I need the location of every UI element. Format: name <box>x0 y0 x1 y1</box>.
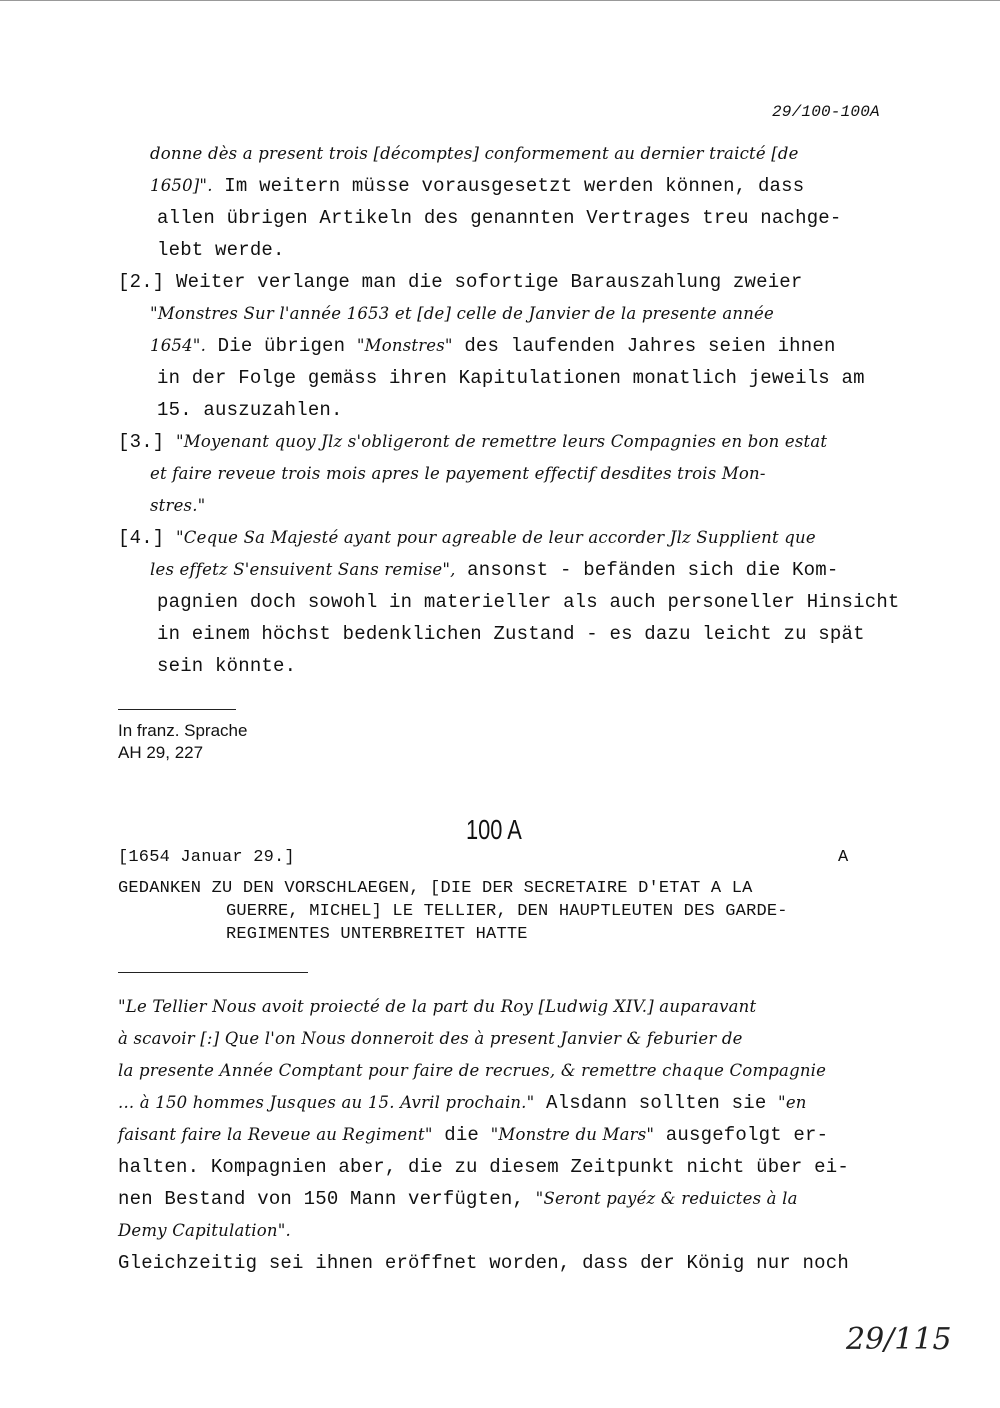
text-segment: nen Bestand von 150 Mann verfügten, <box>118 1188 536 1210</box>
text-segment: in der Folge gemäss ihren Kapitulationen monatlich jeweils am <box>157 367 865 389</box>
italic-quote-segment: donne dès a present trois [décomptes] conformement au dernier traicté [de <box>150 144 799 163</box>
document-title-line: GUERRE, MICHEL] LE TELLIER, DEN HAUPTLEUTEN DES GARDE- <box>226 902 788 921</box>
text-line <box>150 175 804 197</box>
italic-quote-segment: ... à 150 hommes Jusques au 15. Avril prochain." <box>118 1093 535 1112</box>
text-segment: sein könnte. <box>157 655 297 677</box>
italic-quote-segment: 1654". <box>150 336 207 355</box>
footnote-language: In franz. Sprache <box>118 721 248 740</box>
italic-quote-segment: "en <box>778 1093 807 1112</box>
italic-quote-segment: Demy Capitulation". <box>118 1221 291 1240</box>
italic-quote-segment: "Le Tellier Nous avoit proiecté de la part du Roy [Ludwig XIV.] auparavant <box>118 997 757 1016</box>
italic-quote-segment: "Monstre du Mars" <box>490 1125 655 1144</box>
text-line <box>118 1156 849 1178</box>
text-line <box>118 271 803 293</box>
text-line <box>157 623 865 645</box>
footnote-rule <box>118 709 236 710</box>
text-line <box>150 143 799 165</box>
italic-quote-segment: stres." <box>150 496 206 515</box>
italic-quote-segment: la presente Année Comptant pour faire de recrues, & remettre chaque Compagnie <box>118 1061 827 1080</box>
text-segment: lebt werde. <box>157 239 285 261</box>
italic-quote-segment: "Seront payéz & reduictes à la <box>535 1189 798 1208</box>
text-line <box>157 399 343 421</box>
page-reference-number: 29/100-100A <box>772 103 880 121</box>
text-segment: [4.] <box>118 527 177 549</box>
footnote-archive-reference: AH 29, 227 <box>118 743 204 762</box>
text-line <box>118 1220 291 1242</box>
text-line <box>157 239 285 261</box>
italic-quote-segment: "Monstres Sur l'année 1653 et [de] celle de Janvier de la presente année <box>150 304 774 323</box>
handwritten-page-number: 29/115 <box>846 1322 952 1357</box>
text-line <box>150 463 766 485</box>
text-line <box>118 1060 826 1082</box>
text-line <box>118 1092 807 1114</box>
text-segment: allen übrigen Artikeln des genannten Vertrages treu nachge- <box>157 207 842 229</box>
text-segment: Alsdann sollten sie <box>534 1092 779 1114</box>
text-segment: halten. Kompagnien aber, die zu diesem Zeitpunkt nicht über ei- <box>118 1156 849 1178</box>
italic-quote-segment: faisant faire la Reveue au Regiment" <box>118 1125 433 1144</box>
italic-quote-segment: "Moyenant quoy Jlz s'obligeront de remettre leurs Compagnies en bon estat <box>176 432 828 451</box>
italic-quote-segment: 1650]". <box>150 176 213 195</box>
text-segment: die <box>432 1124 491 1146</box>
document-title-line: GEDANKEN ZU DEN VORSCHLAEGEN, [DIE DER SECRETAIRE D'ETAT A LA <box>118 879 753 898</box>
text-line <box>150 559 838 581</box>
text-line <box>118 431 827 453</box>
text-segment: [2.] Weiter verlange man die sofortige Barauszahlung zweier <box>118 271 803 293</box>
text-line <box>157 367 865 389</box>
document-date: [1654 Januar 29.] <box>118 848 295 867</box>
text-segment: ausgefolgt er- <box>654 1124 829 1146</box>
text-segment: Gleichzeitig sei ihnen eröffnet worden, dass der König nur noch <box>118 1252 849 1274</box>
italic-quote-segment: à scavoir [:] Que l'on Nous donneroit des à present Janvier & feburier de <box>118 1029 743 1048</box>
text-line <box>118 996 756 1018</box>
text-line <box>118 1252 849 1274</box>
italic-quote-segment: "Monstres" <box>356 336 453 355</box>
text-line <box>157 655 296 677</box>
italic-quote-segment: et faire reveue trois mois apres le payement effectif desdites trois Mon- <box>150 464 766 483</box>
text-segment: Die übrigen <box>206 335 357 357</box>
scan-top-edge <box>0 0 1000 1</box>
text-line <box>118 1028 743 1050</box>
document-number-heading: 100 A <box>466 814 522 845</box>
text-line <box>118 1188 798 1210</box>
text-line <box>157 591 900 613</box>
text-segment: 15. auszuzahlen. <box>157 399 343 421</box>
section-rule <box>118 972 308 973</box>
text-segment: ansonst - befänden sich die Kom- <box>455 559 839 581</box>
text-segment: Im weitern müsse vorausgesetzt werden können, dass <box>212 175 805 197</box>
italic-quote-segment: les effetz S'ensuivent Sans remise", <box>150 560 456 579</box>
text-line <box>157 207 842 229</box>
text-segment: des laufenden Jahres seien ihnen <box>452 335 836 357</box>
text-segment: pagnien doch sowohl in materieller als auch personeller Hinsicht <box>157 591 900 613</box>
text-segment: [3.] <box>118 431 177 453</box>
text-line <box>118 1124 828 1146</box>
italic-quote-segment: "Ceque Sa Majesté ayant pour agreable de leur accorder Jlz Supplient que <box>176 528 816 547</box>
text-line <box>150 495 205 517</box>
text-segment: in einem höchst bedenklichen Zustand - es dazu leicht zu spät <box>157 623 865 645</box>
text-line <box>150 335 836 357</box>
document-title-line: REGIMENTES UNTERBREITET HATTE <box>226 925 528 944</box>
document-type-letter: A <box>838 848 849 867</box>
text-line <box>118 527 816 549</box>
text-line <box>150 303 774 325</box>
